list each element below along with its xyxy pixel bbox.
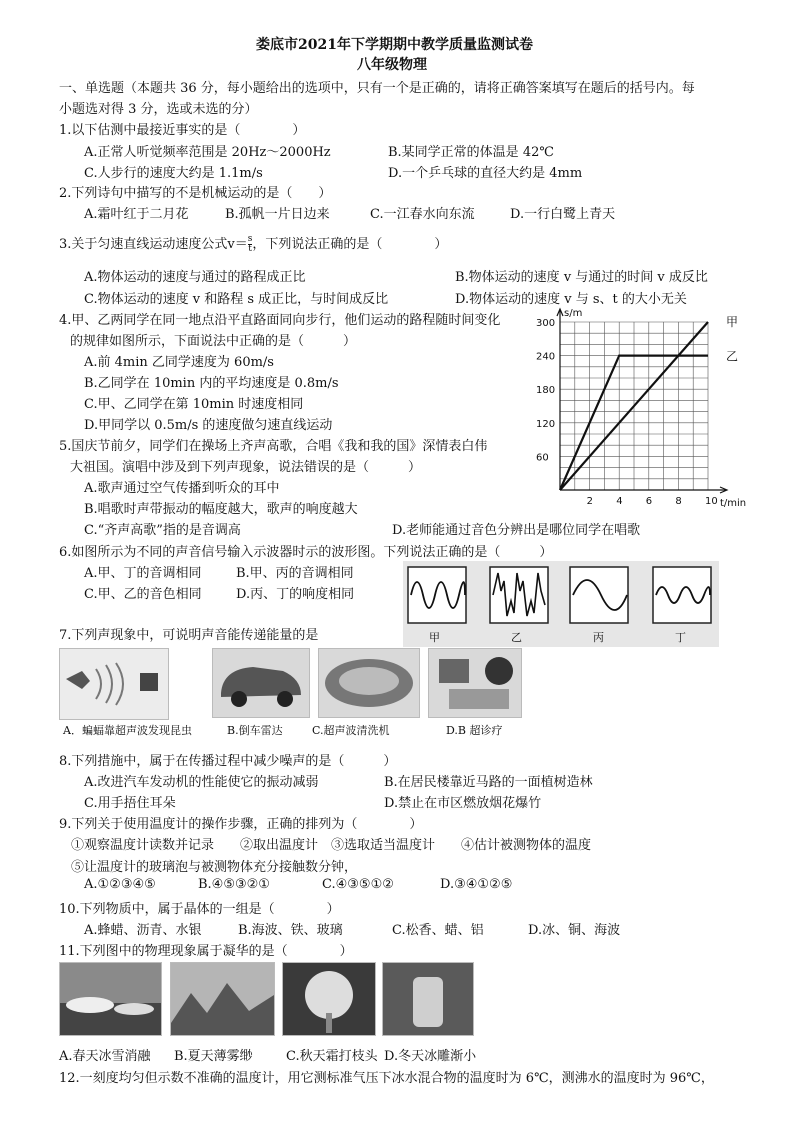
- y-tick-label: 300: [536, 318, 556, 329]
- ultrasound-sketch: [429, 649, 521, 717]
- q8-stem: 8.下列措施中，属于在传播过程中减少噪声的是（ ）: [59, 754, 397, 769]
- q1-option-c: C.人步行的速度大约是 1.1m/s: [84, 166, 263, 181]
- q11-stem: 11.下列图中的物理现象属于凝华的是（ ）: [59, 944, 353, 959]
- q5-stem-line1: 5.国庆节前夕，同学们在操场上齐声高歌，合唱《我和我的国》深情表白伟: [59, 439, 488, 454]
- mist-sketch: [171, 963, 274, 1035]
- q7-option-d: D.B 超诊疗: [446, 724, 503, 737]
- q4-option-d: D.甲同学以 0.5m/s 的速度做匀速直线运动: [84, 418, 333, 433]
- ice-sculpture-shape: [413, 977, 443, 1027]
- melting-snow-sketch: [60, 963, 161, 1035]
- q3-option-d: D.物体运动的速度 v 与 s、t 的大小无关: [455, 292, 687, 307]
- car-sketch: [213, 649, 309, 717]
- q10-stem: 10.下列物质中，属于晶体的一组是（ ）: [59, 902, 340, 917]
- snow-patch: [66, 997, 114, 1013]
- snow-patch: [114, 1003, 154, 1015]
- q8-option-d: D.禁止在市区燃放烟花爆竹: [384, 796, 542, 811]
- oscilloscope-waveforms: [403, 561, 719, 647]
- bat-echolocation-image: [59, 648, 169, 720]
- ultrasonic-cleaner-image: [318, 648, 420, 718]
- q6-option-c: C.甲、乙的音色相同: [84, 587, 202, 602]
- y-tick-label: 120: [536, 418, 556, 430]
- q7-option-a: A．蝙蝠靠超声波发现昆虫: [63, 724, 192, 737]
- q4-option-b: B.乙同学在 10min 内的平均速度是 0.8m/s: [84, 376, 339, 391]
- q1-option-a: A.正常人听觉频率范围是 20Hz～2000Hz: [84, 145, 331, 160]
- waveform-label-yi: 乙: [511, 631, 522, 644]
- b-ultrasound-image: [428, 648, 522, 718]
- q5-option-d: D.老师能通过音色分辨出是哪位同学在唱歌: [392, 523, 641, 538]
- q10-option-c: C.松香、蜡、铝: [392, 923, 484, 938]
- x-tick-label: 2: [586, 496, 593, 507]
- distance-time-chart: [530, 300, 750, 515]
- car-wheel: [277, 691, 293, 707]
- q9-option-b: B.④⑤③②①: [198, 877, 270, 892]
- q5-option-c: C.“齐声高歌”指的是音调高: [84, 523, 241, 538]
- q6-option-b: B.甲、丙的音调相同: [236, 566, 354, 581]
- q10-option-b: B.海波、铁、玻璃: [238, 923, 343, 938]
- exam-subtitle: 八年级物理: [357, 57, 427, 73]
- q12-stem: 12.一刻度均匀但示数不准确的温度计，用它测标准气压下冰水混合物的温度时为 6℃，测沸水的温度时为 96℃，: [59, 1071, 714, 1086]
- patient-bed: [449, 689, 509, 709]
- q3-stem-pre: 3.关于匀速直线运动速度公式v＝: [59, 237, 248, 252]
- q3-fraction-numerator: s: [247, 234, 253, 244]
- q9-option-c: C.④③⑤①②: [322, 877, 394, 892]
- bat-sketch: [60, 649, 168, 719]
- waveform-label-jia: 甲: [429, 631, 440, 644]
- q1-stem: 1.以下估测中最接近事实的是（ ）: [59, 123, 306, 138]
- section-instructions-line1: 一、单选题（本题共 36 分，每小题给出的选项中，只有一个是正确的，请将正确答案填写在题后的括号内。每: [59, 81, 695, 96]
- reversing-radar-image: [212, 648, 310, 718]
- q5-option-a: A.歌声通过空气传播到听众的耳中: [84, 481, 280, 496]
- q11-option-a: A.春天冰雪消融: [59, 1049, 151, 1064]
- x-tick-label: 10: [705, 496, 718, 507]
- q11-option-b: B.夏天薄雾缈: [174, 1049, 253, 1064]
- q1-option-d: D.一个乒乓球的直径大约是 4mm: [388, 166, 583, 181]
- q6-option-d: D.丙、丁的响度相同: [236, 587, 355, 602]
- q7-option-b: B.倒车雷达: [227, 724, 283, 737]
- frosted-tree: [305, 971, 353, 1019]
- x-tick-label: 6: [645, 496, 653, 507]
- mist-image: [170, 962, 275, 1036]
- waveform-label-bing: 丙: [593, 631, 604, 644]
- q2-option-c: C.一江春水向东流: [370, 207, 475, 222]
- sound-wave-arcs: [96, 663, 123, 705]
- q10-option-a: A.蜂蜡、沥青、水银: [84, 923, 202, 938]
- q9-stem: 9.下列关于使用温度计的操作步骤，正确的排列为（ ）: [59, 817, 423, 832]
- q2-option-a: A.霜叶红于二月花: [84, 207, 189, 222]
- q5-option-b: B.唱歌时声带振动的幅度越大，歌声的响度越大: [84, 502, 358, 517]
- q7-option-c: C.超声波清洗机: [312, 724, 390, 737]
- q10-option-d: D.冰、铜、海波: [528, 923, 621, 938]
- y-tick-label: 60: [536, 452, 549, 464]
- doctor-head: [485, 657, 513, 685]
- cleaner-sketch: [319, 649, 419, 717]
- section-instructions-line2: 小题选对得 3 分，选或未选的分）: [59, 102, 258, 117]
- mountain-silhouette: [171, 983, 274, 1035]
- cleaner-basin: [339, 667, 399, 695]
- x-axis-label: t/min: [720, 498, 747, 509]
- q6-option-a: A.甲、丁的音调相同: [84, 566, 202, 581]
- q3-option-b: B.物体运动的速度 v 与通过的时间 v 成反比: [455, 270, 708, 285]
- q2-option-d: D.一行白鹭上青天: [510, 207, 616, 222]
- waveform-panels: [403, 561, 719, 647]
- ice-sculpture-sketch: [383, 963, 473, 1035]
- q2-option-b: B.孤帆一片日边来: [225, 207, 330, 222]
- waveform-panel-bing: [570, 567, 628, 623]
- y-tick-label: 180: [536, 385, 556, 397]
- exam-title: 娄底市2021年下学期期中教学质量监测试卷: [256, 37, 533, 53]
- q6-stem: 6.如图所示为不同的声音信号输入示波器时示的波形图。下列说法正确的是（ ）: [59, 545, 553, 560]
- waveform-panel-jia: [408, 567, 466, 623]
- frost-branches-image: [282, 962, 376, 1036]
- q4-stem-line2: 的规律如图所示，下面说法中正确的是（ ）: [70, 334, 357, 349]
- q8-option-b: B.在居民楼靠近马路的一面植树造林: [384, 775, 593, 790]
- frost-sketch: [283, 963, 375, 1035]
- q4-option-c: C.甲、乙同学在第 10min 时速度相同: [84, 397, 304, 412]
- q9-steps-line2: ⑤让温度计的玻璃泡与被测物体充分接触数分钟，: [71, 860, 358, 875]
- q11-option-d: D.冬天冰雕渐小: [384, 1049, 477, 1064]
- q3-option-a: A.物体运动的速度与通过的路程成正比: [84, 270, 306, 285]
- waveform-label-ding: 丁: [675, 631, 686, 644]
- q9-steps-line1: ①观察温度计读数并记录 ②取出温度计 ③选取适当温度计 ④估计被测物体的温度: [71, 838, 592, 853]
- q4-option-a: A.前 4min 乙同学速度为 60m/s: [84, 355, 274, 370]
- ice-sculpture-image: [382, 962, 474, 1036]
- x-tick-label: 4: [616, 496, 623, 507]
- insect-shape: [140, 673, 158, 691]
- q4-stem-line1: 4.甲、乙两同学在同一地点沿平直路面同向步行，他们运动的路程随时间变化: [59, 313, 501, 328]
- x-tick-label: 8: [675, 496, 682, 507]
- bat-shape: [66, 671, 90, 689]
- melting-snow-image: [59, 962, 162, 1036]
- q11-option-c: C.秋天霜打枝头: [286, 1049, 378, 1064]
- series-label-jia: 甲: [726, 315, 739, 329]
- q3-stem-post: ，下列说法正确的是（ ）: [252, 237, 448, 252]
- q1-option-b: B.某同学正常的体温是 42℃: [388, 145, 554, 160]
- waveform-panel-ding: [653, 567, 711, 623]
- series-label-yi: 乙: [726, 349, 739, 364]
- q7-stem: 7.下列声现象中，可说明声音能传递能量的是: [59, 628, 319, 643]
- q3-option-c: C.物体运动的速度 v 和路程 s 成正比，与时间成反比: [84, 292, 389, 307]
- tree-trunk: [326, 1013, 332, 1033]
- q8-option-c: C.用手捂住耳朵: [84, 796, 176, 811]
- q8-option-a: A.改进汽车发动机的性能使它的振动减弱: [84, 775, 319, 790]
- y-tick-label: 240: [536, 351, 556, 363]
- q9-option-a: A.①②③④⑤: [84, 877, 156, 892]
- q5-stem-line2: 大祖国。演唱中涉及到下列声现象，说法错误的是（ ）: [70, 460, 422, 475]
- q3-stem: [59, 233, 447, 254]
- y-axis-label: s/m: [564, 308, 583, 319]
- monitor-shape: [439, 659, 469, 683]
- q9-option-d: D.③④①②⑤: [440, 877, 513, 892]
- car-wheel: [231, 691, 247, 707]
- q3-fraction-denominator: t: [248, 244, 252, 254]
- q2-stem: 2.下列诗句中描写的不是机械运动的是（ ）: [59, 186, 332, 201]
